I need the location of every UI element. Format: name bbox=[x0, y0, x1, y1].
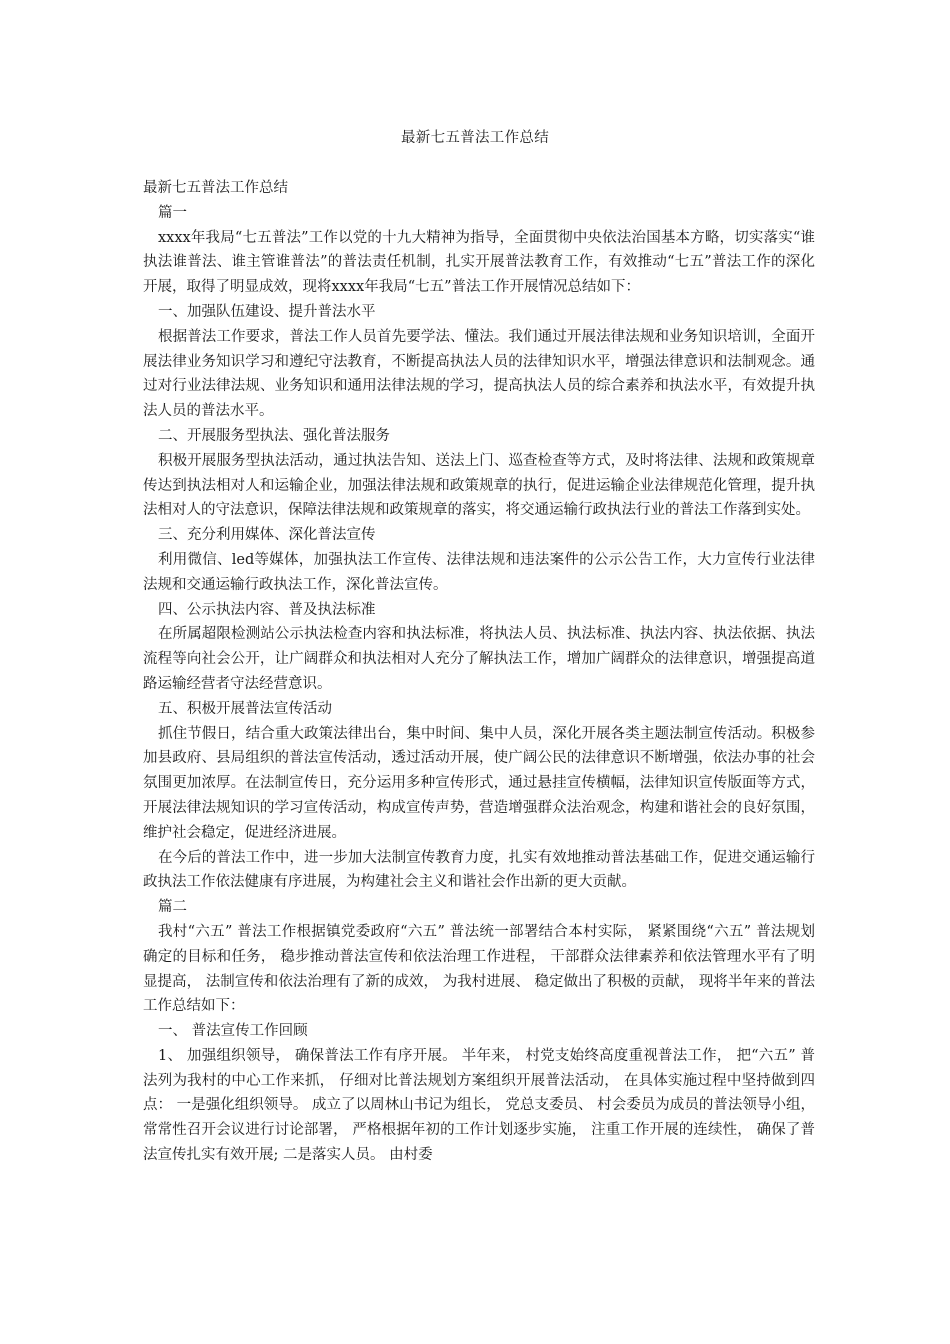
section-label-part-two: 篇二 bbox=[158, 899, 187, 916]
section-heading-5: 五、积极开展普法宣传活动 bbox=[158, 700, 332, 717]
document-title: 最新七五普法工作总结 bbox=[401, 130, 549, 146]
section-paragraph-3: 利用微信、led等媒体，加强执法工作宣传、法律法规和违法案件的公示公告工作，大力宣传行业法律法规和交通运输行政执法工作，深化普法宣传。 bbox=[143, 551, 815, 593]
document-body bbox=[143, 176, 815, 1168]
section-heading-4: 四、公示执法内容、普及执法标准 bbox=[158, 601, 376, 618]
intro-paragraph: xxxx年我局“七五普法”工作以党的十九大精神为指导，全面贯彻中央依法治国基本方略，切实落实“谁执法谁普法、谁主管谁普法”的普法责任机制，扎实开展普法教育工作，有效推动“七五”普法工作的深化开展，取得了明显成效，现将xxxx年我局“七五”普法工作开展情况总结如下： bbox=[143, 229, 815, 296]
document-subtitle: 最新七五普法工作总结 bbox=[143, 180, 288, 196]
section-paragraph-4: 在所属超限检测站公示执法检查内容和执法标准，将执法人员、执法标准、执法内容、执法依据、执法流程等向社会公开，让广阔群众和执法相对人充分了解执法工作，增加广阔群众的法律意识，增强提高道路运输经营者守法经营意识。 bbox=[143, 626, 815, 692]
section-paragraph-2: 积极开展服务型执法活动，通过执法告知、送法上门、巡查检查等方式，及时将法律、法规和政策规章传达到执法相对人和运输企业，加强法律法规和政策规章的执行，促进运输企业法律规范化管理，提升执法相对人的守法意识，保障法律法规和政策规章的落实，将交通运输行政执法行业的普法工作落到实处。 bbox=[143, 452, 815, 519]
closing-paragraph: 在今后的普法工作中，进一步加大法制宣传教育力度，扎实有效地推动普法基础工作，促进交通运输行政执法工作依法健康有序进展，为构建社会主义和谐社会作出新的更大贡献。 bbox=[143, 849, 815, 891]
part-two-intro-paragraph: 我村“六五” 普法工作根据镇党委政府“六五” 普法统一部署结合本村实际， 紧紧围绕“六五” 普法规划确定的目标和任务， 稳步推动普法宣传和依法治理工作进程， 干部群众法律素养和依法管理水平有了明显提高， 法制宣传和依法治理有了新的成效， 为我村进展、 稳定做出了积极的贡献， 现将半年来的普法工作总结如下： bbox=[143, 923, 815, 1015]
part-two-heading-1: 一、 普法宣传工作回顾 bbox=[158, 1023, 308, 1040]
section-paragraph-1: 根据普法工作要求，普法工作人员首先要学法、懂法。我们通过开展法律法规和业务知识培训，全面开展法律业务知识学习和遵纪守法教育，不断提高执法人员的法律知识水平，增强法律意识和法制观念。通过对行业法律法规、业务知识和通用法律法规的学习，提高执法人员的综合素养和执法水平，有效提升执法人员的普法水平。 bbox=[143, 328, 815, 420]
section-heading-2: 二、开展服务型执法、强化普法服务 bbox=[158, 427, 390, 444]
section-label-part-one: 篇一 bbox=[158, 204, 187, 221]
section-paragraph-5: 抓住节假日，结合重大政策法律出台，集中时间、集中人员，深化开展各类主题法制宣传活动。积极参加县政府、县局组织的普法宣传活动，透过活动开展，使广阔公民的法律意识不断增强，依法办事的社会氛围更加浓厚。在法制宣传日，充分运用多种宣传形式，通过悬挂宣传横幅，法律知识宣传版面等方式，开展法律法规知识的学习宣传活动，构成宣传声势，营造增强群众法治观念，构建和谐社会的良好氛围，维护社会稳定，促进经济进展。 bbox=[143, 725, 815, 841]
section-heading-3: 三、充分利用媒体、深化普法宣传 bbox=[158, 527, 376, 544]
part-two-paragraph-1: 1、 加强组织领导， 确保普法工作有序开展。 半年来， 村党支始终高度重视普法工作， 把“六五” 普法列为我村的中心工作来抓， 仔细对比普法规划方案组织开展普法活动， 在具体实施过程中坚持做到四点： 一是强化组织领导。 成立了以周林山书记为组长， 党总支委员、 村会委员为成员的普法领导小组， 常常性召开会议进行讨论部署， 严格根据年初的工作计划逐步实施， 注重工作开展的连续性， 确保了普法宣传扎实有效开展; 二是落实人员。 由村委 bbox=[143, 1047, 815, 1164]
section-heading-1: 一、加强队伍建设、提升普法水平 bbox=[158, 303, 376, 320]
